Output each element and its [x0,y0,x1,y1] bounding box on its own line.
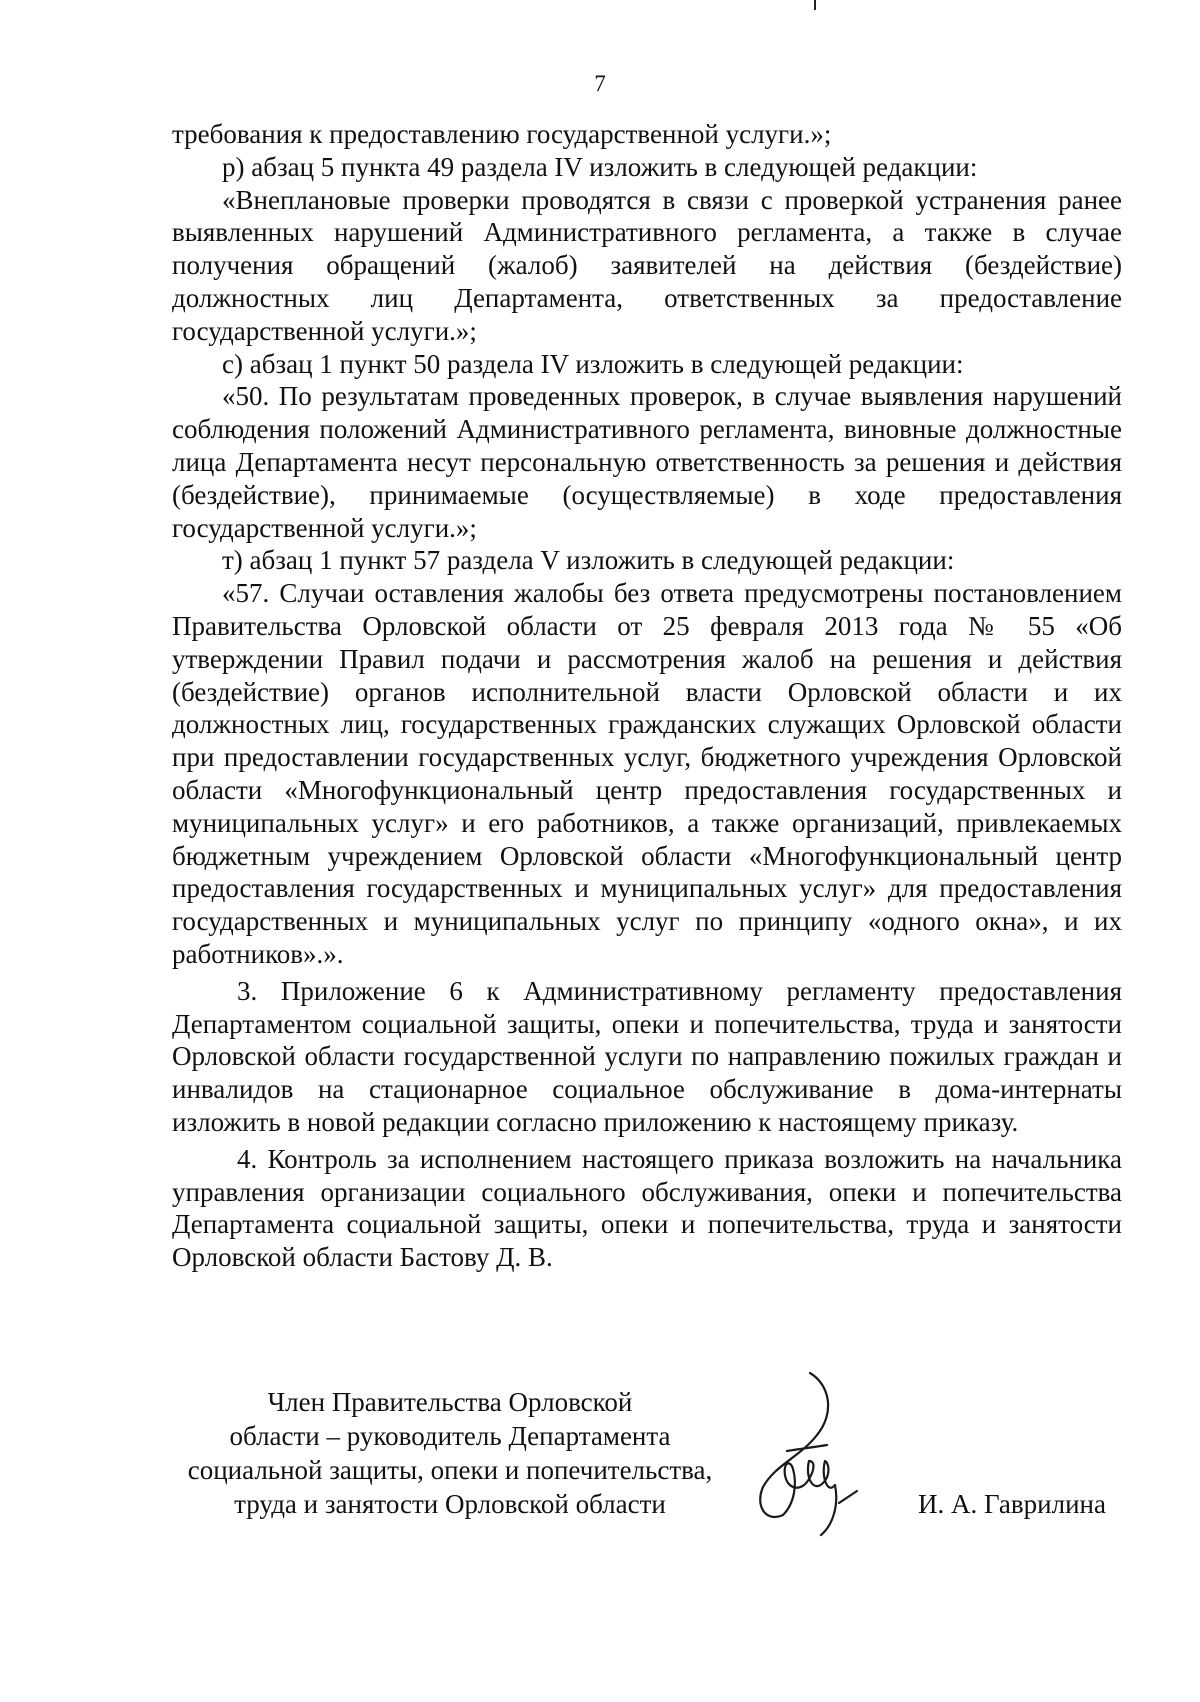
paragraph-quote-50: «50. По результатам проведенных проверок, в случае выявления нарушений соблюдения положений Административного регламента, виновные должностные лица Департамента несут персональную ответственность за решения и действия (бездействие), принимаемые (осуществляемые) в ходе предоставления государственной услуги.»; [172,381,1122,543]
document-body [172,118,1122,1274]
scan-mark [814,0,816,10]
paragraph-quote-57: «57. Случаи оставления жалобы без ответа предусмотрены постановлением Правительства Орловской области от 25 февраля 2013 года № 55 «Об утверждении Правил подачи и рассмотрения жалоб на решения и действия (бездействие) органов исполнительной власти Орловской области и их должностных лиц, государственных гражданских служащих Орловской области при предоставлении государственных услуг, бюджетного учреждения Орловской области «Многофункциональный центр предоставления государственных и муниципальных услуг» и его работников, а также организаций, привлекаемых бюджетным учреждением Орловской области «Многофункциональный центр предоставления государственных и муниципальных услуг» для предоставления государственных и муниципальных услуг по принципу «одного окна», и их работников».». [172,578,1122,969]
signatory-title [140,1385,760,1521]
paragraph-quote-inspections: «Внеплановые проверки проводятся в связи с проверкой устранения ранее выявленных нарушений Административного регламента, а также в случае получения обращений (жалоб) заявителей на действия (бездействие) должностных лиц Департамента, ответственных за предоставление государственной услуги.»; [172,184,1122,346]
paragraph-point-3: 3. Приложение 6 к Административному регламенту предоставления Департаментом социальной защиты, опеки и попечительства, труда и занятости Орловской области государственной услуги по направлению пожилых граждан и инвалидов на стационарное социальное обслуживание в дома-интернаты изложить в новой редакции согласно приложению к настоящему приказу. [172,975,1122,1137]
handwritten-signature [735,1365,885,1545]
paragraph-point-4: 4. Контроль за исполнением настоящего приказа возложить на начальника управления организации социального обслуживания, опеки и попечительства Департамента социальной защиты, опеки и попечительства, труда и занятости Орловской области Бастову Д. В. [172,1143,1122,1273]
signatory-title-line: Член Правительства Орловской [267,1387,633,1417]
paragraph-item-s: с) абзац 1 пункт 50 раздела IV изложить в следующей редакции: [222,348,964,379]
paragraph-continuation: требования к предоставлению государственной услуги.»; [172,119,832,149]
signatory-title-line: социальной защиты, опеки и попечительства, [187,1455,713,1485]
signatory-name: И. А. Гаврилина [918,1489,1106,1519]
paragraph-item-t: т) абзац 1 пункт 57 раздела V изложить в следующей редакции: [222,545,955,576]
paragraph-item-r: р) абзац 5 пункта 49 раздела IV изложить в следующей редакции: [222,151,978,182]
signatory-title-line: труда и занятости Орловской области [234,1489,666,1519]
signatory-title-line: области – руководитель Департамента [229,1421,671,1451]
page-number: 7 [594,71,606,96]
